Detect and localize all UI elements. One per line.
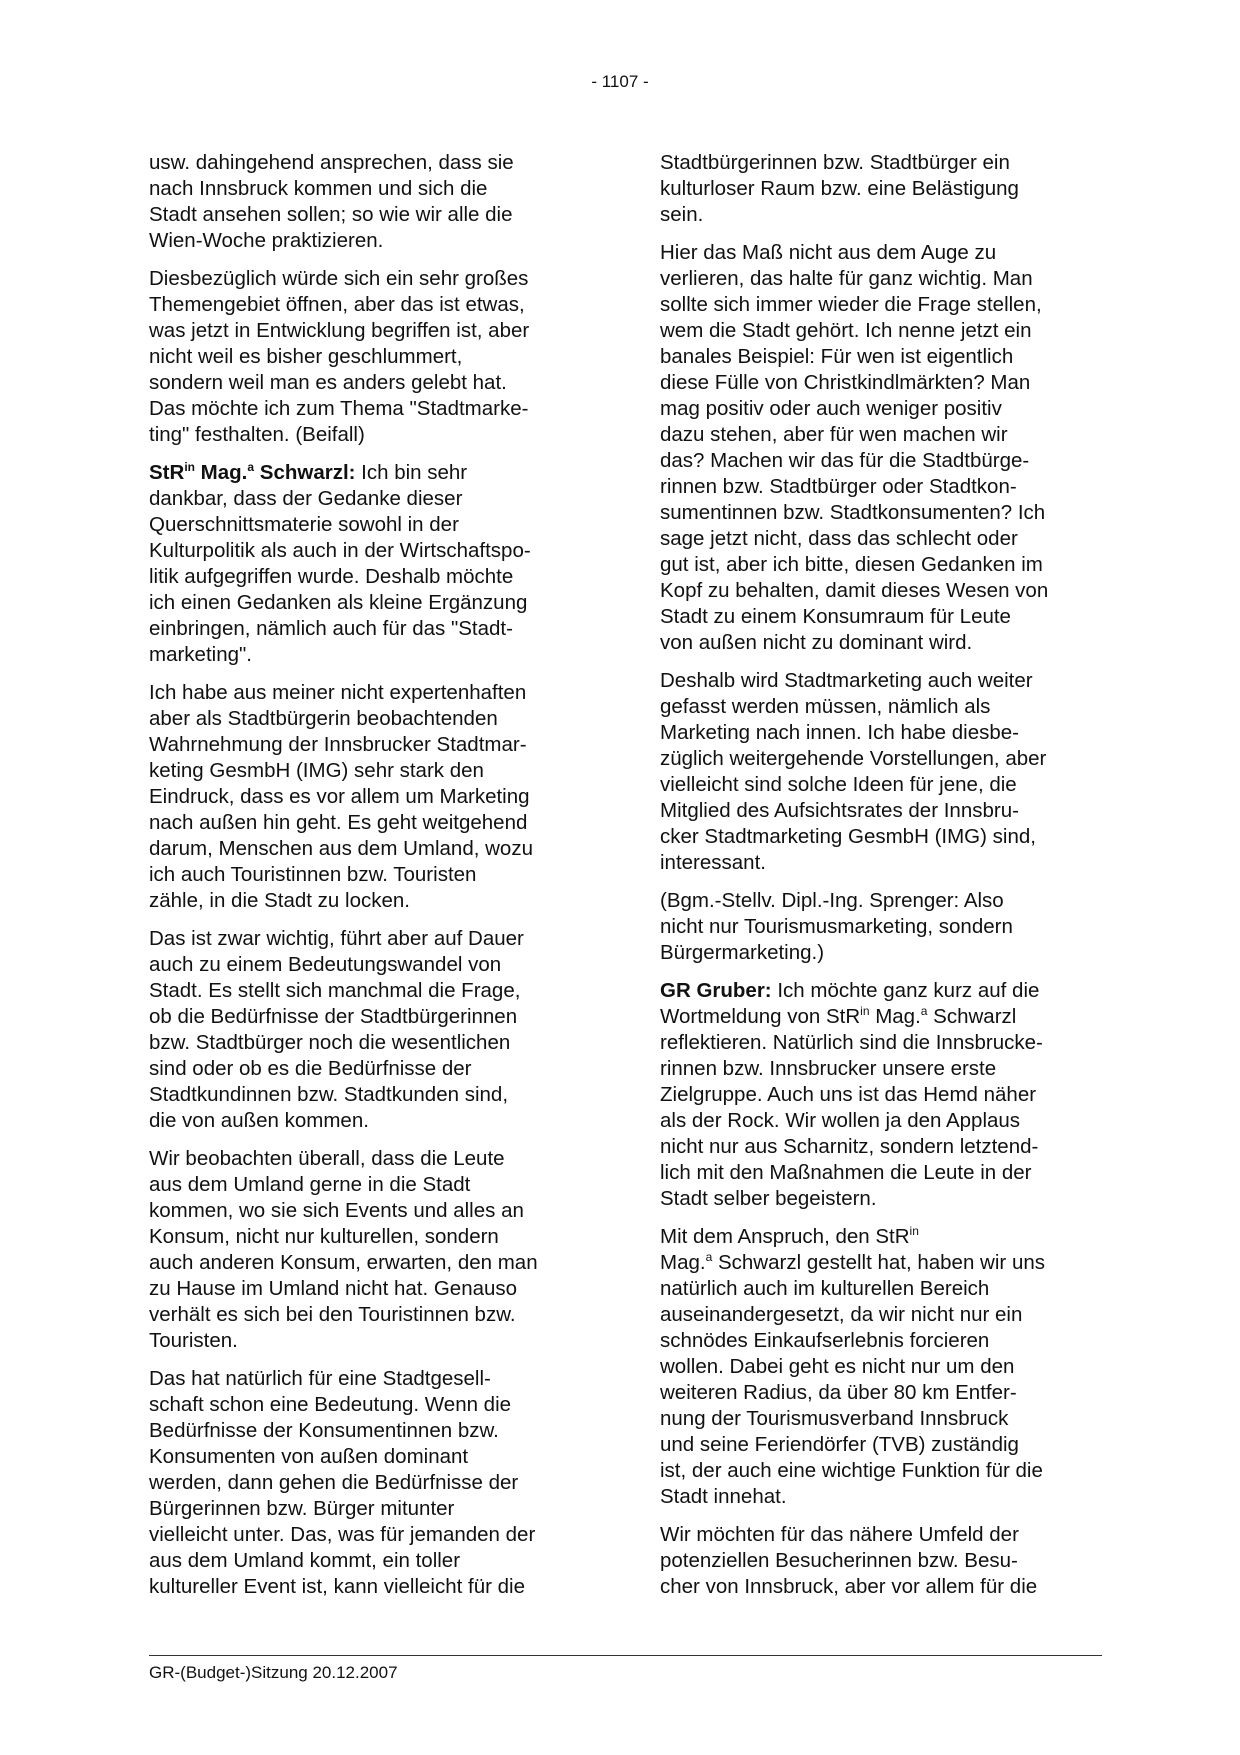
text-line: vielleicht sind solche Ideen für jene, die (660, 773, 1017, 796)
text-line: Querschnittsmaterie sowohl in der (149, 513, 459, 536)
paragraph (660, 978, 1100, 1212)
text-line: Stadt zu einem Konsumraum für Leute (660, 605, 1011, 628)
paragraph (149, 150, 589, 254)
text-line: Das hat natürlich für eine Stadtgesell- (149, 1367, 491, 1390)
text-line: cker Stadtmarketing GesmbH (IMG) sind, (660, 825, 1036, 848)
text-line: Deshalb wird Stadtmarketing auch weiter (660, 669, 1033, 692)
text-fragment: Mit dem Anspruch, den StR (660, 1225, 910, 1248)
text-line: gefasst werden müssen, nämlich als (660, 695, 991, 718)
text-line: werden, dann gehen die Bedürfnisse der (149, 1471, 519, 1494)
right-column (660, 150, 1100, 1612)
text-line: nach außen hin geht. Es geht weitgehend (149, 811, 528, 834)
text-line: kultureller Event ist, kann vielleicht für die (149, 1575, 526, 1598)
superscript: a (920, 1004, 928, 1018)
text-fragment: Schwarzl (927, 1005, 1017, 1028)
text-line: Bedürfnisse der Konsumentinnen bzw. (149, 1419, 499, 1442)
text-line: reflektieren. Natürlich sind die Innsbrucke- (660, 1031, 1043, 1054)
paragraph (149, 266, 589, 448)
text-fragment: Schwarzl gestellt hat, haben wir uns (712, 1251, 1045, 1274)
text-line: interessant. (660, 851, 766, 874)
text-line: was jetzt in Entwicklung begriffen ist, aber (149, 319, 530, 342)
page-number: - 1107 - (591, 72, 649, 91)
text-line: Wir möchten für das nähere Umfeld der (660, 1523, 1019, 1546)
text-line: Zielgruppe. Auch uns ist das Hemd näher (660, 1083, 1037, 1106)
text-line: vielleicht unter. Das, was für jemanden der (149, 1523, 536, 1546)
text-line: ich auch Touristinnen bzw. Touristen (149, 863, 477, 886)
text-line: nung der Tourismusverband Innsbruck (660, 1407, 1009, 1430)
text-line: Wir beobachten überall, dass die Leute (149, 1147, 505, 1170)
text-line: Stadt ansehen sollen; so wie wir alle die (149, 203, 513, 226)
text-line: weiteren Radius, da über 80 km Entfer- (660, 1381, 1017, 1404)
text-line: Kopf zu behalten, damit dieses Wesen von (660, 579, 1049, 602)
text-line: Wien-Woche praktizieren. (149, 229, 384, 252)
text-line: Themengebiet öffnen, aber das ist etwas, (149, 293, 525, 316)
text-line: dazu stehen, aber für wen machen wir (660, 423, 1008, 446)
paragraph (660, 668, 1100, 876)
text-line: diese Fülle von Christkindlmärkten? Man (660, 371, 1031, 394)
text-line: die von außen kommen. (149, 1109, 369, 1132)
text-line: ting" festhalten. (Beifall) (149, 423, 365, 446)
text-line: wollen. Dabei geht es nicht nur um den (660, 1355, 1015, 1378)
text-line: Diesbezüglich würde sich ein sehr großes (149, 267, 529, 290)
text-line: schaft schon eine Bedeutung. Wenn die (149, 1393, 512, 1416)
text-line: ob die Bedürfnisse der Stadtbürgerinnen (149, 1005, 518, 1028)
text-line: rinnen bzw. Stadtbürger oder Stadtkon- (660, 475, 1017, 498)
text-line: Hier das Maß nicht aus dem Auge zu (660, 241, 997, 264)
text-line: Das ist zwar wichtig, führt aber auf Dauer (149, 927, 524, 950)
text-line (660, 1004, 1100, 1030)
text-line: usw. dahingehend ansprechen, dass sie (149, 151, 514, 174)
text-line: aus dem Umland gerne in die Stadt (149, 1173, 471, 1196)
text-line: potenziellen Besucherinnen bzw. Besu- (660, 1549, 1018, 1572)
paragraph (660, 888, 1100, 966)
text-line: einbringen, nämlich auch für das "Stadt- (149, 617, 513, 640)
text-line: Wahrnehmung der Innsbrucker Stadtmar- (149, 733, 527, 756)
text-line: ich einen Gedanken als kleine Ergänzung (149, 591, 528, 614)
text-line: nicht weil es bisher geschlummert, (149, 345, 463, 368)
text-line: das? Machen wir das für die Stadtbürge- (660, 449, 1030, 472)
text-line: züglich weitergehende Vorstellungen, aber (660, 747, 1047, 770)
text-line: auch anderen Konsum, erwarten, den man (149, 1251, 538, 1274)
text-line: verlieren, das halte für ganz wichtig. Man (660, 267, 1033, 290)
text-line (149, 460, 589, 486)
paragraph (149, 1146, 589, 1354)
text-line: nicht nur aus Scharnitz, sondern letztend- (660, 1135, 1039, 1158)
text-line: cher von Innsbruck, aber vor allem für die (660, 1575, 1038, 1598)
text-line: verhält es sich bei den Touristinnen bzw. (149, 1303, 516, 1326)
text-line (660, 1224, 1100, 1250)
text-line: Stadtbürgerinnen bzw. Stadtbürger ein (660, 151, 1010, 174)
text-line: marketing". (149, 643, 252, 666)
superscript: a (705, 1250, 713, 1264)
paragraph (149, 460, 589, 668)
text-line: banales Beispiel: Für wen ist eigentlich (660, 345, 1014, 368)
text-line: natürlich auch im kulturellen Bereich (660, 1277, 990, 1300)
text-line: darum, Menschen aus dem Umland, wozu (149, 837, 533, 860)
text-line: auch zu einem Bedeutungswandel von (149, 953, 502, 976)
text-line: sumentinnen bzw. Stadtkonsumenten? Ich (660, 501, 1046, 524)
text-line: zähle, in die Stadt zu locken. (149, 889, 410, 912)
text-line: sage jetzt nicht, dass das schlecht oder (660, 527, 1018, 550)
text-line: Bürgerinnen bzw. Bürger mitunter (149, 1497, 455, 1520)
text-line: als der Rock. Wir wollen ja den Applaus (660, 1109, 1021, 1132)
speaker-part: Schwarzl: (254, 461, 356, 484)
text-line: Stadtkundinnen bzw. Stadtkunden sind, (149, 1083, 509, 1106)
superscript: in (184, 460, 195, 474)
superscript: a (247, 460, 255, 474)
text-line: Das möchte ich zum Thema "Stadtmarke- (149, 397, 529, 420)
text-line: sein. (660, 203, 704, 226)
speaker-part: Mag. (194, 461, 248, 484)
footer-text: GR-(Budget-)Sitzung 20.12.2007 (149, 1663, 398, 1682)
text-line (660, 1250, 1100, 1276)
text-line: Konsumenten von außen dominant (149, 1445, 469, 1468)
paragraph (660, 240, 1100, 656)
paragraph (149, 1366, 589, 1600)
text-line: bzw. Stadtbürger noch die wesentlichen (149, 1031, 511, 1054)
text-fragment: Ich möchte ganz kurz auf die (771, 979, 1040, 1002)
text-fragment: Ich bin sehr (355, 461, 468, 484)
text-line: lich mit den Maßnahmen die Leute in der (660, 1161, 1032, 1184)
speaker-name: GR Gruber: (660, 979, 772, 1002)
text-line: zu Hause im Umland nicht hat. Genauso (149, 1277, 518, 1300)
footer-divider (149, 1655, 1102, 1656)
text-line: rinnen bzw. Innsbrucker unsere erste (660, 1057, 997, 1080)
superscript: in (909, 1224, 919, 1238)
text-line: Kulturpolitik als auch in der Wirtschaftspo- (149, 539, 531, 562)
text-line: aus dem Umland kommt, ein toller (149, 1549, 461, 1572)
text-line: Konsum, nicht nur kulturellen, sondern (149, 1225, 499, 1248)
text-fragment: Mag. (660, 1251, 706, 1274)
speaker-part: StR (149, 461, 185, 484)
text-line: sollte sich immer wieder die Frage stellen, (660, 293, 1042, 316)
paragraph (149, 926, 589, 1134)
text-line: Stadt. Es stellt sich manchmal die Frage, (149, 979, 521, 1002)
text-line: aber als Stadtbürgerin beobachtenden (149, 707, 498, 730)
text-line: Mitglied des Aufsichtsrates der Innsbru- (660, 799, 1019, 822)
text-line: Touristen. (149, 1329, 238, 1352)
text-line: Bürgermarketing.) (660, 941, 825, 964)
text-line: nicht nur Tourismusmarketing, sondern (660, 915, 1013, 938)
text-line: mag positiv oder auch weniger positiv (660, 397, 1002, 420)
text-line: gut ist, aber ich bitte, diesen Gedanken im (660, 553, 1043, 576)
text-line: Stadt selber begeistern. (660, 1187, 877, 1210)
text-line: kulturloser Raum bzw. eine Belästigung (660, 177, 1019, 200)
text-line: nach Innsbruck kommen und sich die (149, 177, 488, 200)
text-line: Eindruck, dass es vor allem um Marketing (149, 785, 530, 808)
text-line: sondern weil man es anders gelebt hat. (149, 371, 507, 394)
text-fragment: Wortmeldung von StR (660, 1005, 861, 1028)
superscript: in (860, 1004, 870, 1018)
text-line: und seine Feriendörfer (TVB) zuständig (660, 1433, 1019, 1456)
text-line: keting GesmbH (IMG) sehr stark den (149, 759, 484, 782)
text-line: ist, der auch eine wichtige Funktion für die (660, 1459, 1043, 1482)
paragraph (149, 680, 589, 914)
text-line: schnödes Einkaufserlebnis forcieren (660, 1329, 990, 1352)
text-line: auseinandergesetzt, da wir nicht nur ein (660, 1303, 1023, 1326)
text-line: von außen nicht zu dominant wird. (660, 631, 973, 654)
text-line: wem die Stadt gehört. Ich nenne jetzt ein (660, 319, 1032, 342)
text-line: Stadt innehat. (660, 1485, 787, 1508)
left-column (149, 150, 589, 1612)
text-line: Ich habe aus meiner nicht expertenhaften (149, 681, 527, 704)
paragraph (660, 1224, 1100, 1510)
text-line: dankbar, dass der Gedanke dieser (149, 487, 463, 510)
text-line: (Bgm.-Stellv. Dipl.-Ing. Sprenger: Also (660, 889, 1004, 912)
text-line: litik aufgegriffen wurde. Deshalb möchte (149, 565, 514, 588)
text-line: kommen, wo sie sich Events und alles an (149, 1199, 524, 1222)
paragraph (660, 150, 1100, 228)
text-line: sind oder ob es die Bedürfnisse der (149, 1057, 472, 1080)
paragraph (660, 1522, 1100, 1600)
text-line: Marketing nach innen. Ich habe diesbe- (660, 721, 1019, 744)
speaker-name (149, 461, 355, 484)
text-fragment: Mag. (869, 1005, 921, 1028)
text-line (660, 978, 1100, 1004)
